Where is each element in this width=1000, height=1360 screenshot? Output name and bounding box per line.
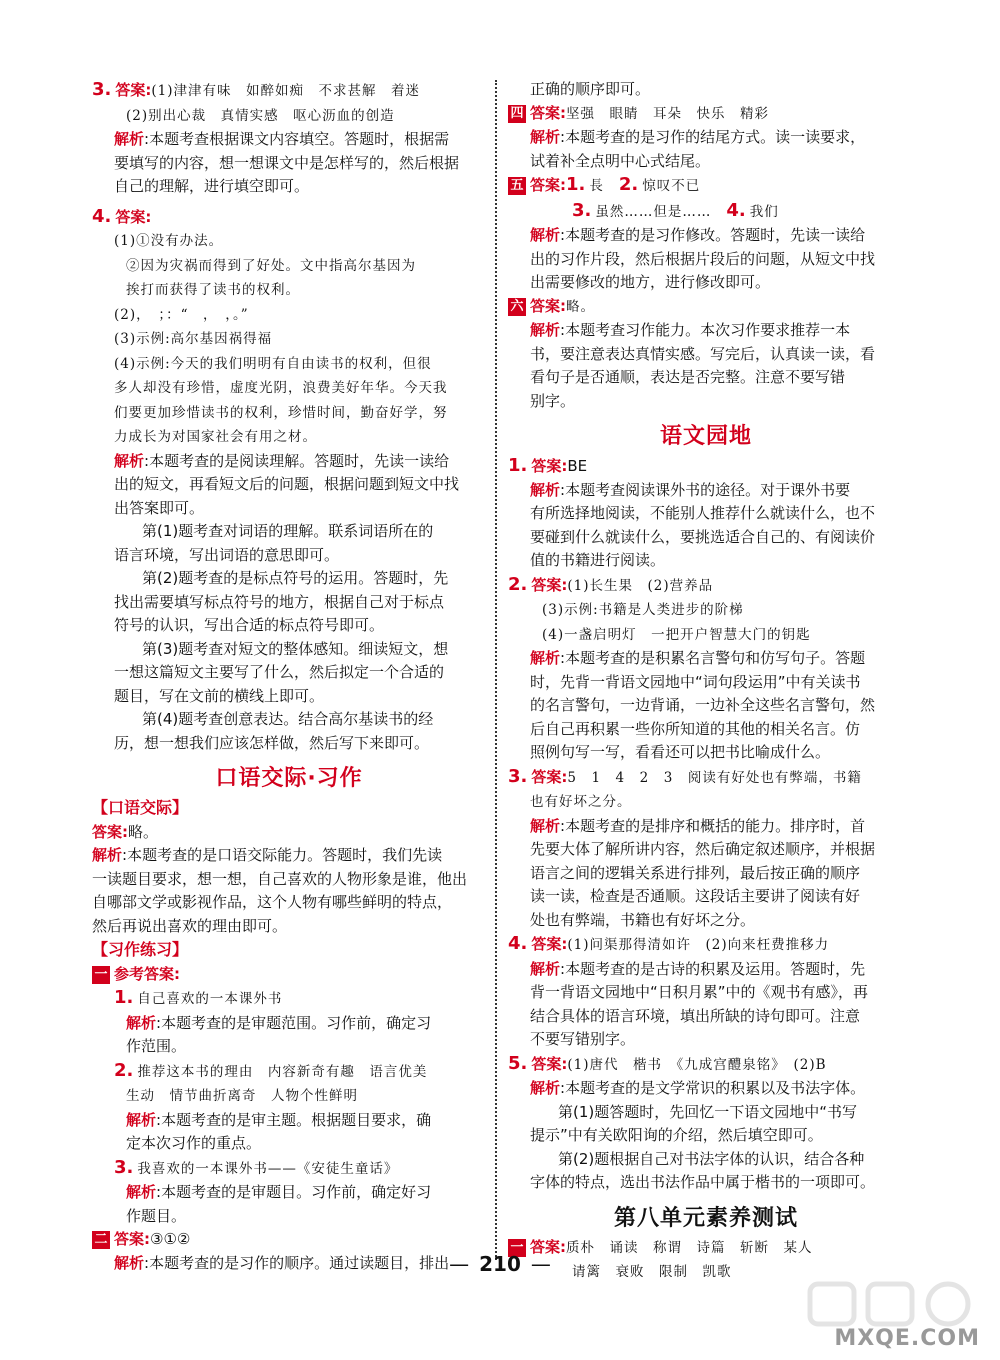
analysis-text: 本题考查的是习作的结尾方式。读一读要求， bbox=[565, 128, 866, 146]
analysis-text: 本题考查的是古诗的积累及运用。答题时，先 bbox=[565, 959, 866, 978]
answer-text: 力成长为对国家社会有用之材。 bbox=[114, 429, 317, 445]
analysis-label: 解析 bbox=[530, 321, 561, 339]
answer-label: 答案: bbox=[530, 296, 566, 315]
analysis-text: 本题考查的是积累名言警句和仿写句子。答题 bbox=[565, 649, 866, 667]
answer-text: 我喜欢的一本课外书——《安徒生童话》 bbox=[137, 1160, 399, 1177]
analysis-text: 本题考查的是习作修改。答题时，先读一读给 bbox=[565, 226, 866, 244]
answer-text: 5 1 4 2 3 阅读有好处也有弊端，书籍 bbox=[567, 769, 862, 786]
analysis-text: 读一读，检查是否通顺。这段话主要讲了阅读有好 bbox=[530, 887, 861, 905]
answer-text: 也有好坏之分。 bbox=[530, 794, 632, 810]
page-footer bbox=[0, 1252, 1000, 1276]
answer-text: (1)长生果 (2)营养品 bbox=[567, 577, 714, 594]
answer-text: 多人却没有珍惜，虚度光阴，浪费美好年华。今天我 bbox=[114, 380, 448, 396]
answer-text: 長 bbox=[589, 178, 604, 194]
analysis-text: 的名言警句，一边背诵，一边补全这些名言警句，然 bbox=[530, 696, 876, 714]
right-column bbox=[508, 78, 904, 1285]
analysis-text: 有所选择地阅读，不能别人推荐什么就读什么，也不 bbox=[530, 504, 876, 522]
section-number-box: 六 bbox=[508, 298, 526, 316]
answer-label: 答案: bbox=[531, 575, 568, 594]
analysis-text: 第(2)题根据自己对书法字体的认识，结合各种 bbox=[558, 1149, 865, 1168]
analysis-text: 第(1)题考查对词语的理解。联系词语所在的 bbox=[142, 522, 434, 540]
analysis-text: 自哪部文学或影视作品，这个人物有哪些鲜明的特点， bbox=[92, 893, 453, 911]
section-tag: 【口语交际】 bbox=[92, 798, 189, 817]
answer-text: 惊叹不已 bbox=[642, 178, 701, 194]
answer-text: (1)问渠那得清如许 (2)向来枉费推移力 bbox=[567, 937, 830, 953]
analysis-text: 处也有弊端，书籍也有好坏之分。 bbox=[530, 910, 756, 929]
analysis-text: 作题目。 bbox=[126, 1206, 187, 1225]
analysis-text: 后自己再积累一些你所知道的其他的相关名言。仿 bbox=[530, 719, 861, 738]
answer-text: 生动 情节曲折离奇 人物个性鲜明 bbox=[126, 1088, 358, 1104]
analysis-label: 解析 bbox=[114, 1253, 145, 1272]
analysis-text: 结合具体的语言环境，填出所缺的诗句即可。注意 bbox=[530, 1006, 861, 1025]
analysis-text: 先要大体了解所讲内容，然后确定叙述顺序，并根据 bbox=[530, 840, 876, 858]
item-number: 3. bbox=[114, 1156, 134, 1178]
analysis-text: 作范围。 bbox=[126, 1037, 187, 1055]
answer-label: 答案: bbox=[530, 1237, 566, 1256]
analysis-text: 第(2)题考查的是标点符号的运用。答题时，先 bbox=[142, 569, 449, 587]
answer-text: 请篱 衰败 限制 凯歌 bbox=[572, 1264, 732, 1280]
garden-q5: 5. 答案:(1)唐代 楷书 《九成宫醴泉铭》 (2)B 解析:本题考查的是文学常识的积累以及书法字体。 第(1)题答题时，先回忆一下语文园地中“书写 提示”中有关欧阳询的介绍，然后填空即可。 第(2)题根据自己对书法字体的认识，结合各种 字体的特点，选出书法作品中属于楷书的一项即可。 bbox=[508, 1052, 876, 1191]
answer-label: 参考答案: bbox=[114, 964, 180, 983]
analysis-text: 本题考查习作能力。本次习作要求推荐一本 bbox=[565, 321, 851, 339]
answer-text: (4)一盏启明灯 一把开户智慧大门的钥匙 bbox=[542, 626, 811, 643]
answer-text: 推荐这本书的理由 内容新奇有趣 语言优美 bbox=[137, 1063, 428, 1080]
answer-text: (1)津津有味 如醉如痴 不求甚解 着迷 bbox=[151, 83, 420, 99]
answer-label: 答案: bbox=[114, 1230, 150, 1248]
answer-text: (1)①没有办法。 bbox=[114, 233, 224, 249]
answer-label: 答案: bbox=[531, 767, 568, 786]
analysis-label: 解析 bbox=[530, 959, 561, 978]
analysis-text: 本题考查阅读课外书的途径。对于课外书要 bbox=[565, 480, 851, 499]
question-number: 3. bbox=[508, 765, 528, 787]
answer-label: 答案: bbox=[530, 103, 566, 122]
footer-dash: — bbox=[530, 1252, 551, 1276]
question-number: 4. bbox=[92, 205, 112, 227]
analysis-label: 解析 bbox=[530, 226, 561, 244]
answer-text: 我们 bbox=[749, 203, 779, 220]
analysis-text: 第(4)题考查创意表达。结合高尔基读书的经 bbox=[142, 710, 434, 728]
answer-text: 虽然……但是…… bbox=[595, 203, 712, 220]
answer-text: (2)别出心裁 真情实感 呕心沥血的创造 bbox=[126, 107, 395, 124]
analysis-text: 书，要注意表达真情实感。写完后，认真读一读，看 bbox=[530, 344, 876, 363]
analysis-text: 本题考查的是审主题。根据题目要求，确 bbox=[161, 1110, 432, 1129]
analysis-text: 不要写错别字。 bbox=[530, 1030, 636, 1048]
analysis-text: 别字。 bbox=[530, 391, 576, 410]
analysis-text: 自己的理解，进行填空即可。 bbox=[114, 177, 310, 195]
analysis-text: 找出需要填写标点符号的地方，根据自己对于标点 bbox=[114, 592, 445, 611]
answer-text: (4)示例:今天的我们明明有自由读书的权利，但很 bbox=[114, 355, 432, 372]
analysis-text: 本题考查的是阅读理解。答题时，先读一读给 bbox=[149, 451, 450, 470]
column-divider bbox=[495, 80, 497, 1260]
answer-label: 答案: bbox=[115, 81, 152, 99]
section-number-box: 一 bbox=[508, 1239, 526, 1257]
analysis-label: 解析 bbox=[530, 1079, 561, 1097]
answer-label: 答案: bbox=[531, 457, 568, 475]
question-number: 1. bbox=[508, 455, 528, 476]
analysis-text: 本题考查根据课文内容填空。答题时，根据需 bbox=[149, 130, 450, 148]
section-title: 语文园地 bbox=[659, 424, 752, 449]
analysis-text: 第(3)题考查对短文的整体感知。细读短文，想 bbox=[142, 639, 449, 658]
question-number: 2. bbox=[508, 573, 528, 595]
writing-practice: 【习作练习】 一 参考答案: 1. 自己喜欢的一本课外书 解析:本题考查的是审题范围。习作前，确定习 作范围。 2. 推荐这本书的理由 内容新奇有趣 语言优美 生动 情节曲折离奇 人物个性鲜明 解析:本题考查的是审主题。根据题目要求，确 定本次习作的重点。 3. 我喜欢的一本课外书——《安徒生童话》 解析:本题考查的是审题目。习作前，确定好习 作题目。 二 答案:③①② 解析:本题考查的是习作的顺序。通过读题目，排出 bbox=[92, 940, 450, 1272]
answer-text: 挨打而获得了读书的权利。 bbox=[126, 282, 300, 298]
analysis-label: 解析 bbox=[530, 649, 561, 667]
analysis-text: 本题考查的是审题目。习作前，确定好习 bbox=[161, 1183, 432, 1201]
answer-text: 略。 bbox=[566, 298, 595, 315]
analysis-text: 看句子是否通顺，表达是否完整。注意不要写错 bbox=[530, 368, 846, 386]
analysis-label: 解析 bbox=[114, 130, 145, 148]
analysis-label: 解析 bbox=[126, 1013, 157, 1032]
analysis-text: 出的习作片段，然后根据片段后的问题，从短文中找 bbox=[530, 249, 876, 268]
section-tag: 【习作练习】 bbox=[92, 940, 189, 959]
analysis-text: 本题考查的是排序和概括的能力。排序时，首 bbox=[565, 816, 866, 835]
answer-text: ②因为灾祸而得到了好处。文中指高尔基因为 bbox=[126, 257, 416, 274]
analysis-text: 语言环境，写出词语的意思即可。 bbox=[114, 545, 340, 564]
question-number: 4. bbox=[508, 933, 528, 954]
question-4: 4. 答案: (1)①没有办法。 ②因为灾祸而得到了好处。文中指高尔基因为 挨打而获得了读书的权利。 (2)， ；：“ ， ，。” (3)示例:高尔基因祸得福 (4)示例:今天的我们明明有自由读书的权利，但很 多人却没有珍惜，虚度光阴，浪费美好年华。今天我 们要更加珍惜读书的权利，珍惜时间，勤奋好学，努 力成长为对国家社会有用之材。 解析:本题考查的是阅读理解。答题时，先读一读给 出的短文，再看短文后的问题，根据问题到短文中找 出答案即可。 第(1)题考查对词语的理解。联系词语所在的 语言环境，写出词语的意思即可。 第(2)题考查的是标点符号的运用。答题时，先 找出需要填写标点符号的地方，根据自己对于标点 符号的认识，写出合适的标点符号即可。 第(3)题考查对短文的整体感知。细读短文，想 一想这篇短文主要写了什么，然后拟定一个合适的 题目，写在文前的横线上即可。 第(4)题考查创意表达。结合高尔基读书的经 历，想一想我们应该怎样做，然后写下来即可。 bbox=[92, 205, 460, 752]
answer-text: (2)， ；：“ ， ，。” bbox=[114, 306, 249, 323]
item-number: 4. bbox=[726, 199, 746, 221]
answer-text: (3)示例:书籍是人类进步的阶梯 bbox=[542, 602, 744, 618]
analysis-label: 解析 bbox=[92, 846, 123, 864]
analysis-text: 要填写的内容，想一想课文中是怎样写的，然后根据 bbox=[114, 153, 460, 172]
analysis-text: 试着补全点明中心式结尾。 bbox=[530, 151, 711, 170]
section-number-box: 五 bbox=[508, 177, 526, 195]
analysis-label: 解析 bbox=[530, 816, 561, 835]
answer-text: (1)唐代 楷书 《九成宫醴泉铭》 (2)B bbox=[567, 1056, 827, 1073]
answer-label: 答案: bbox=[531, 935, 568, 953]
question-number: 5. bbox=[508, 1052, 528, 1074]
section-number-box: 四 bbox=[508, 105, 526, 123]
analysis-text: 出需要修改的地方，进行修改即可。 bbox=[530, 273, 771, 291]
analysis-text: 提示”中有关欧阳询的介绍，然后填空即可。 bbox=[530, 1126, 823, 1144]
item-number: 2. bbox=[618, 174, 639, 195]
analysis-text: 定本次习作的重点。 bbox=[126, 1134, 262, 1152]
analysis-text: 本题考查的是审题范围。习作前，确定习 bbox=[161, 1013, 432, 1032]
page-number: 210 bbox=[479, 1252, 521, 1276]
analysis-text: 一读题目要求，想一想，自己喜欢的人物形象是谁，他出 bbox=[92, 869, 468, 888]
analysis-label: 解析 bbox=[530, 480, 561, 499]
analysis-text: 历，想一想我们应该怎样做，然后写下来即可。 bbox=[114, 733, 430, 752]
analysis-text: 本题考查的是习作的顺序。通过读题目，排出 bbox=[149, 1253, 450, 1272]
garden-q4: 4. 答案:(1)问渠那得清如许 (2)向来枉费推移力 解析:本题考查的是古诗的积累及运用。答题时，先 背一背语文园地中“日积月累”中的《观书有感》，再 结合具体的语言环境，填出所缺的诗句即可。注意 不要写错别字。 bbox=[508, 933, 869, 1048]
item-number: 1. bbox=[114, 987, 134, 1008]
analysis-text: 本题考查的是口语交际能力。答题时，我们先读 bbox=[127, 846, 443, 864]
item-number: 1. bbox=[566, 174, 586, 195]
item-number: 3. bbox=[572, 199, 592, 221]
answer-label: 答案: bbox=[530, 176, 566, 194]
analysis-text: 然后再说出喜欢的理由即可。 bbox=[92, 916, 288, 935]
item-number: 2. bbox=[114, 1059, 134, 1081]
garden-q3: 3. 答案:5 1 4 2 3 阅读有好处也有弊端，书籍 也有好坏之分。 解析:本题考查的是排序和概括的能力。排序时，首 先要大体了解所讲内容，然后确定叙述顺序，并根据 语言之间的逻辑关系进行排列，最后按正确的顺序 读一读，检查是否通顺。这段话主要讲了阅读有好 处也有弊端，书籍也有好坏之分。 bbox=[508, 765, 876, 929]
analysis-label: 解析 bbox=[530, 128, 561, 146]
analysis-text: 背一背语文园地中“日积月累”中的《观书有感》，再 bbox=[530, 983, 869, 1001]
analysis-text: 一想这篇短文主要写了什么，然后拟定一个合适的 bbox=[114, 663, 445, 681]
analysis-label: 解析 bbox=[114, 451, 145, 470]
analysis-text: 值的书籍进行阅读。 bbox=[530, 551, 666, 569]
garden-q1: 1. 答案:BE 解析:本题考查阅读课外书的途径。对于课外书要 有所选择地阅读，不能别人推荐什么就读什么，也不 要碰到什么就读什么，要挑选适合自己的、有阅读价 值的书籍进行阅读。 bbox=[508, 455, 876, 569]
analysis-text: 字体的特点，选出书法作品中属于楷书的一项即可。 bbox=[530, 1173, 876, 1191]
section-6: 六 答案:略。 解析:本题考查习作能力。本次习作要求推荐一本 书，要注意表达真情实感。写完后，认真读一读，看 看句子是否通顺，表达是否完整。注意不要写错 别字。 bbox=[508, 295, 904, 414]
answer-text: 质朴 诵读 称谓 诗篇 斩断 某人 bbox=[566, 1239, 813, 1256]
analysis-label: 解析 bbox=[126, 1110, 157, 1129]
answer-text: 略。 bbox=[128, 822, 159, 841]
analysis-text: 第(1)题答题时，先回忆一下语文园地中“书写 bbox=[558, 1102, 858, 1121]
analysis-text: 正确的顺序即可。 bbox=[530, 80, 651, 98]
footer-dash: — bbox=[449, 1252, 470, 1276]
answer-label: 答案: bbox=[92, 822, 128, 841]
section-title: 口语交际·习作 bbox=[215, 766, 363, 791]
question-number: 3. bbox=[92, 79, 112, 100]
answer-text: 们要更加珍惜读书的权利，珍惜时间，勤奋好学，努 bbox=[114, 404, 448, 421]
analysis-text: 要碰到什么就读什么，要挑选适合自己的、有阅读价 bbox=[530, 527, 876, 546]
answer-text: ③①② bbox=[150, 1230, 191, 1248]
analysis-text: 时，先背一背语文园地中“词句段运用”中有关读书 bbox=[530, 672, 861, 691]
section-5: 五 答案:1. 長 2. 惊叹不已 3. 虽然……但是…… 4. 我们 解析:本题考查的是习作修改。答题时，先读一读给 出的习作片段，然后根据片段后的问题，从短文中找 出需要修改的地方，进行修改即可。 bbox=[508, 173, 904, 295]
section-title: 第八单元素养测试 bbox=[613, 1205, 798, 1231]
oral-communication: 【口语交际】 答案:略。 解析:本题考查的是口语交际能力。答题时，我们先读 一读题目要求，想一想，自己喜欢的人物形象是谁，他出 自哪部文学或影视作品，这个人物有哪些鲜明的特点， 然后再说出喜欢的理由即可。 bbox=[92, 798, 468, 935]
question-3: 3. 答案:(1)津津有味 如醉如痴 不求甚解 着迷 (2)别出心裁 真情实感 呕心沥血的创造 解析:本题考查根据课文内容填空。答题时，根据需 要填写的内容，想一想课文中是怎样写的，然后根据 自己的理解，进行填空即可。 bbox=[92, 79, 460, 195]
answer-label: 答案: bbox=[531, 1054, 568, 1073]
section-number-box: 二 bbox=[92, 1231, 110, 1249]
analysis-text: 本题考查的是文学常识的积累以及书法字体。 bbox=[565, 1079, 866, 1097]
analysis-text: 题目，写在文前的横线上即可。 bbox=[114, 686, 325, 705]
analysis-text: 出的短文，再看短文后的问题，根据问题到短文中找 bbox=[114, 475, 460, 493]
analysis-text: 出答案即可。 bbox=[114, 498, 205, 517]
section-number-box: 一 bbox=[92, 966, 110, 984]
answer-text: 坚强 眼睛 耳朵 快乐 精彩 bbox=[566, 105, 769, 122]
watermark-text: MXQE.COM bbox=[834, 1326, 980, 1351]
answer-text: BE bbox=[567, 457, 588, 475]
section-4: 四 答案:坚强 眼睛 耳朵 快乐 精彩 解析:本题考查的是习作的结尾方式。读一读要求， 试着补全点明中心式结尾。 bbox=[508, 102, 904, 174]
answer-text: 自己喜欢的一本课外书 bbox=[137, 991, 283, 1007]
analysis-text: 照例句写一写，看看还可以把书比喻成什么。 bbox=[530, 743, 831, 761]
analysis-label: 解析 bbox=[126, 1183, 157, 1201]
analysis-text: 语言之间的逻辑关系进行排列，最后按正确的顺序 bbox=[530, 863, 861, 882]
answer-label: 答案: bbox=[115, 207, 152, 226]
garden-q2: 2. 答案:(1)长生果 (2)营养品 (3)示例:书籍是人类进步的阶梯 (4)一盏启明灯 一把开户智慧大门的钥匙 解析:本题考查的是积累名言警句和仿写句子。答题 时，先背一背语文园地中“词句段运用”中有关读书 的名言警句，一边背诵，一边补全这些名言警句，然 后自己再积累一些你所知道的其他的相关名言。仿 照例句写一写，看看还可以把书比喻成什么。 bbox=[508, 573, 876, 761]
analysis-text: 符号的认识，写出合适的标点符号即可。 bbox=[114, 616, 385, 634]
left-column bbox=[92, 78, 486, 1275]
answer-text: (3)示例:高尔基因祸得福 bbox=[114, 331, 273, 347]
